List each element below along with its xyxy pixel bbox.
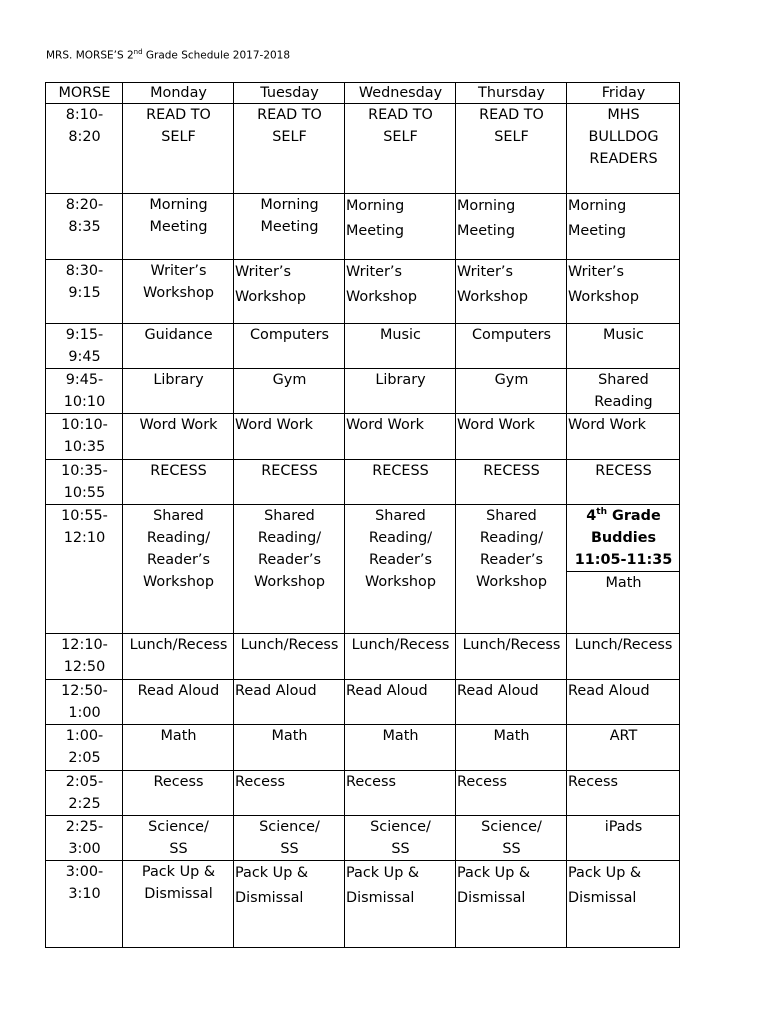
activity-cell-wednesday: Pack Up & Dismissal xyxy=(345,861,456,948)
activity-cell-monday: Guidance xyxy=(123,324,234,369)
activity-cell-monday: Recess xyxy=(123,771,234,816)
activity-cell-friday: Pack Up & Dismissal xyxy=(567,861,680,948)
activity-cell-friday: Lunch/Recess xyxy=(567,634,680,680)
schedule-table xyxy=(45,82,680,948)
time-slot-cell: 8:20- 8:35 xyxy=(46,194,123,260)
schedule-row xyxy=(46,816,680,861)
time-slot-cell: 10:35- 10:55 xyxy=(46,460,123,505)
activity-cell-thursday: Morning Meeting xyxy=(456,194,567,260)
time-slot-cell: 9:15- 9:45 xyxy=(46,324,123,369)
time-slot-cell: 8:10- 8:20 xyxy=(46,104,123,194)
time-slot-cell: 10:55- 12:10 xyxy=(46,505,123,634)
activity-cell-wednesday: Word Work xyxy=(345,414,456,460)
schedule-row xyxy=(46,634,680,680)
time-slot-cell: 2:05- 2:25 xyxy=(46,771,123,816)
activity-cell-thursday: Lunch/Recess xyxy=(456,634,567,680)
activity-cell-monday: Shared Reading/ Reader’s Workshop xyxy=(123,505,234,634)
schedule-row xyxy=(46,680,680,725)
activity-cell-monday: Science/ SS xyxy=(123,816,234,861)
teacher-header-cell: MORSE xyxy=(46,83,123,104)
activity-cell-monday: Read Aloud xyxy=(123,680,234,725)
day-header-thursday: Thursday xyxy=(456,83,567,104)
activity-cell-wednesday: RECESS xyxy=(345,460,456,505)
activity-cell-wednesday: Recess xyxy=(345,771,456,816)
schedule-row xyxy=(46,194,680,260)
activity-cell-thursday: READ TO SELF xyxy=(456,104,567,194)
day-header-friday: Friday xyxy=(567,83,680,104)
activity-cell-tuesday: Math xyxy=(234,725,345,771)
schedule-row xyxy=(46,861,680,948)
activity-cell-friday: Read Aloud xyxy=(567,680,680,725)
activity-cell-tuesday: Read Aloud xyxy=(234,680,345,725)
activity-cell-thursday: Shared Reading/ Reader’s Workshop xyxy=(456,505,567,634)
friday-math-label: Math xyxy=(567,571,680,594)
activity-cell-wednesday: Science/ SS xyxy=(345,816,456,861)
schedule-row xyxy=(46,725,680,771)
activity-cell-tuesday: Science/ SS xyxy=(234,816,345,861)
activity-cell-tuesday: Pack Up & Dismissal xyxy=(234,861,345,948)
activity-cell-thursday: Science/ SS xyxy=(456,816,567,861)
activity-cell-tuesday: RECESS xyxy=(234,460,345,505)
activity-cell-thursday: Computers xyxy=(456,324,567,369)
time-slot-cell: 9:45- 10:10 xyxy=(46,369,123,414)
activity-cell-tuesday: Morning Meeting xyxy=(234,194,345,260)
day-header-wednesday: Wednesday xyxy=(345,83,456,104)
time-slot-cell: 2:25- 3:00 xyxy=(46,816,123,861)
activity-cell-wednesday: Writer’s Workshop xyxy=(345,260,456,324)
activity-cell-monday: RECESS xyxy=(123,460,234,505)
day-header-monday: Monday xyxy=(123,83,234,104)
activity-cell-thursday: Writer’s Workshop xyxy=(456,260,567,324)
activity-cell-tuesday: Computers xyxy=(234,324,345,369)
activity-cell-wednesday: Shared Reading/ Reader’s Workshop xyxy=(345,505,456,634)
activity-cell-wednesday: Music xyxy=(345,324,456,369)
schedule-row xyxy=(46,505,680,634)
activity-cell-wednesday: Math xyxy=(345,725,456,771)
activity-cell-monday: Lunch/Recess xyxy=(123,634,234,680)
activity-cell-friday: MHS BULLDOG READERS xyxy=(567,104,680,194)
activity-cell-tuesday: READ TO SELF xyxy=(234,104,345,194)
activity-cell-wednesday: Morning Meeting xyxy=(345,194,456,260)
schedule-row xyxy=(46,324,680,369)
activity-cell-friday: Writer’s Workshop xyxy=(567,260,680,324)
header-row xyxy=(46,83,680,104)
buddies-label: 4th Grade Buddies 11:05-11:35 xyxy=(574,507,673,568)
activity-cell-friday: Morning Meeting xyxy=(567,194,680,260)
activity-cell-friday: Music xyxy=(567,324,680,369)
activity-cell-tuesday: Recess xyxy=(234,771,345,816)
activity-cell-tuesday: Word Work xyxy=(234,414,345,460)
activity-cell-friday: Recess xyxy=(567,771,680,816)
activity-cell-friday xyxy=(567,505,680,634)
time-slot-cell: 10:10- 10:35 xyxy=(46,414,123,460)
activity-cell-thursday: Word Work xyxy=(456,414,567,460)
activity-cell-thursday: Gym xyxy=(456,369,567,414)
activity-cell-monday: READ TO SELF xyxy=(123,104,234,194)
activity-cell-thursday: Pack Up & Dismissal xyxy=(456,861,567,948)
activity-cell-thursday: Read Aloud xyxy=(456,680,567,725)
schedule-row xyxy=(46,460,680,505)
activity-cell-monday: Math xyxy=(123,725,234,771)
schedule-row xyxy=(46,771,680,816)
activity-cell-wednesday: Read Aloud xyxy=(345,680,456,725)
activity-cell-friday: ART xyxy=(567,725,680,771)
activity-cell-monday: Pack Up & Dismissal xyxy=(123,861,234,948)
activity-cell-friday: Word Work xyxy=(567,414,680,460)
schedule-row xyxy=(46,104,680,194)
activity-cell-friday: RECESS xyxy=(567,460,680,505)
activity-cell-friday: Shared Reading xyxy=(567,369,680,414)
activity-cell-tuesday: Writer’s Workshop xyxy=(234,260,345,324)
page-title: MRS. MORSE’S 2nd Grade Schedule 2017-2018 xyxy=(46,48,291,62)
activity-cell-thursday: RECESS xyxy=(456,460,567,505)
time-slot-cell: 12:10- 12:50 xyxy=(46,634,123,680)
activity-cell-monday: Morning Meeting xyxy=(123,194,234,260)
activity-cell-friday: iPads xyxy=(567,816,680,861)
activity-cell-monday: Writer’s Workshop xyxy=(123,260,234,324)
activity-cell-tuesday: Gym xyxy=(234,369,345,414)
schedule-row xyxy=(46,414,680,460)
time-slot-cell: 3:00- 3:10 xyxy=(46,861,123,948)
activity-cell-thursday: Math xyxy=(456,725,567,771)
time-slot-cell: 1:00- 2:05 xyxy=(46,725,123,771)
time-slot-cell: 12:50- 1:00 xyxy=(46,680,123,725)
time-slot-cell: 8:30- 9:15 xyxy=(46,260,123,324)
activity-cell-wednesday: READ TO SELF xyxy=(345,104,456,194)
schedule-row xyxy=(46,369,680,414)
activity-cell-monday: Library xyxy=(123,369,234,414)
activity-cell-tuesday: Lunch/Recess xyxy=(234,634,345,680)
day-header-tuesday: Tuesday xyxy=(234,83,345,104)
schedule-row xyxy=(46,260,680,324)
activity-cell-monday: Word Work xyxy=(123,414,234,460)
activity-cell-wednesday: Library xyxy=(345,369,456,414)
activity-cell-tuesday: Shared Reading/ Reader’s Workshop xyxy=(234,505,345,634)
activity-cell-wednesday: Lunch/Recess xyxy=(345,634,456,680)
activity-cell-thursday: Recess xyxy=(456,771,567,816)
